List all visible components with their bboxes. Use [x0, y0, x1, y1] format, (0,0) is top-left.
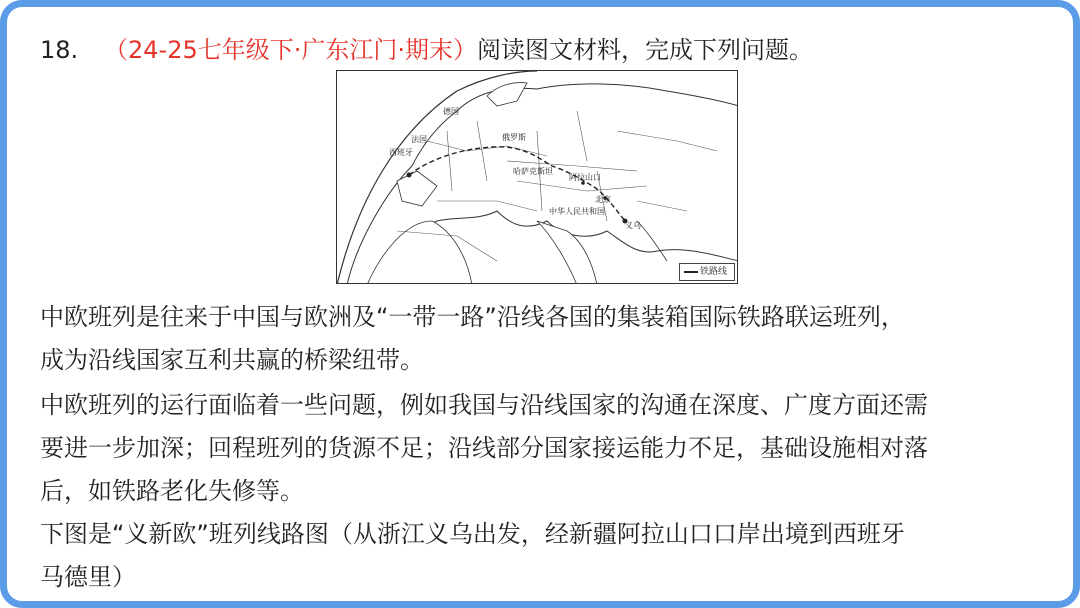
paragraph-line: 马德里）: [40, 563, 136, 591]
map-label-alashankou: 阿拉山口: [569, 173, 601, 182]
map-label-germany: 德国: [443, 107, 459, 116]
question-header: [40, 30, 813, 70]
paragraph-line: 下图是“义新欧”班列线路图（从浙江义乌出发，经新疆阿拉山口口岸出境到西班牙: [40, 520, 905, 548]
question-number: 18.: [40, 36, 79, 64]
map-drawing: [337, 71, 738, 284]
question-source: （24-25七年级下·广东江门·期末）: [104, 36, 477, 64]
map-label-france: 法国: [411, 135, 427, 144]
railway-map: [336, 70, 738, 284]
paragraph-problems: [40, 384, 1040, 513]
paragraph-intro: [40, 296, 1040, 382]
paragraph-line: 中欧班列是往来于中国与欧洲及“一带一路”沿线各国的集装箱国际铁路联运班列，: [40, 303, 905, 331]
map-label-yiwu: 义乌: [625, 221, 641, 230]
map-label-spain: 西班牙: [389, 148, 413, 157]
legend-label: 铁路线: [700, 267, 728, 277]
railway-legend-icon: [684, 271, 698, 273]
map-label-beijing: 北京: [595, 195, 611, 204]
map-legend: [679, 263, 735, 281]
paragraph-line: 后，如铁路老化失修等。: [40, 477, 304, 505]
paragraph-line: 要进一步加深；回程班列的货源不足；沿线部分国家接运能力不足，基础设施相对落: [40, 434, 928, 462]
paragraph-line: 成为沿线国家互利共赢的桥梁纽带。: [40, 346, 424, 374]
question-prompt: 阅读图文材料，完成下列问题。: [477, 36, 813, 64]
map-label-china: 中华人民共和国: [549, 207, 605, 216]
map-label-kazakhstan: 哈萨克斯坦: [513, 167, 553, 176]
paragraph-line: 中欧班列的运行面临着一些问题，例如我国与沿线国家的沟通在深度、广度方面还需: [40, 391, 928, 419]
map-label-russia: 俄罗斯: [502, 133, 526, 142]
paragraph-route: [40, 513, 1040, 599]
